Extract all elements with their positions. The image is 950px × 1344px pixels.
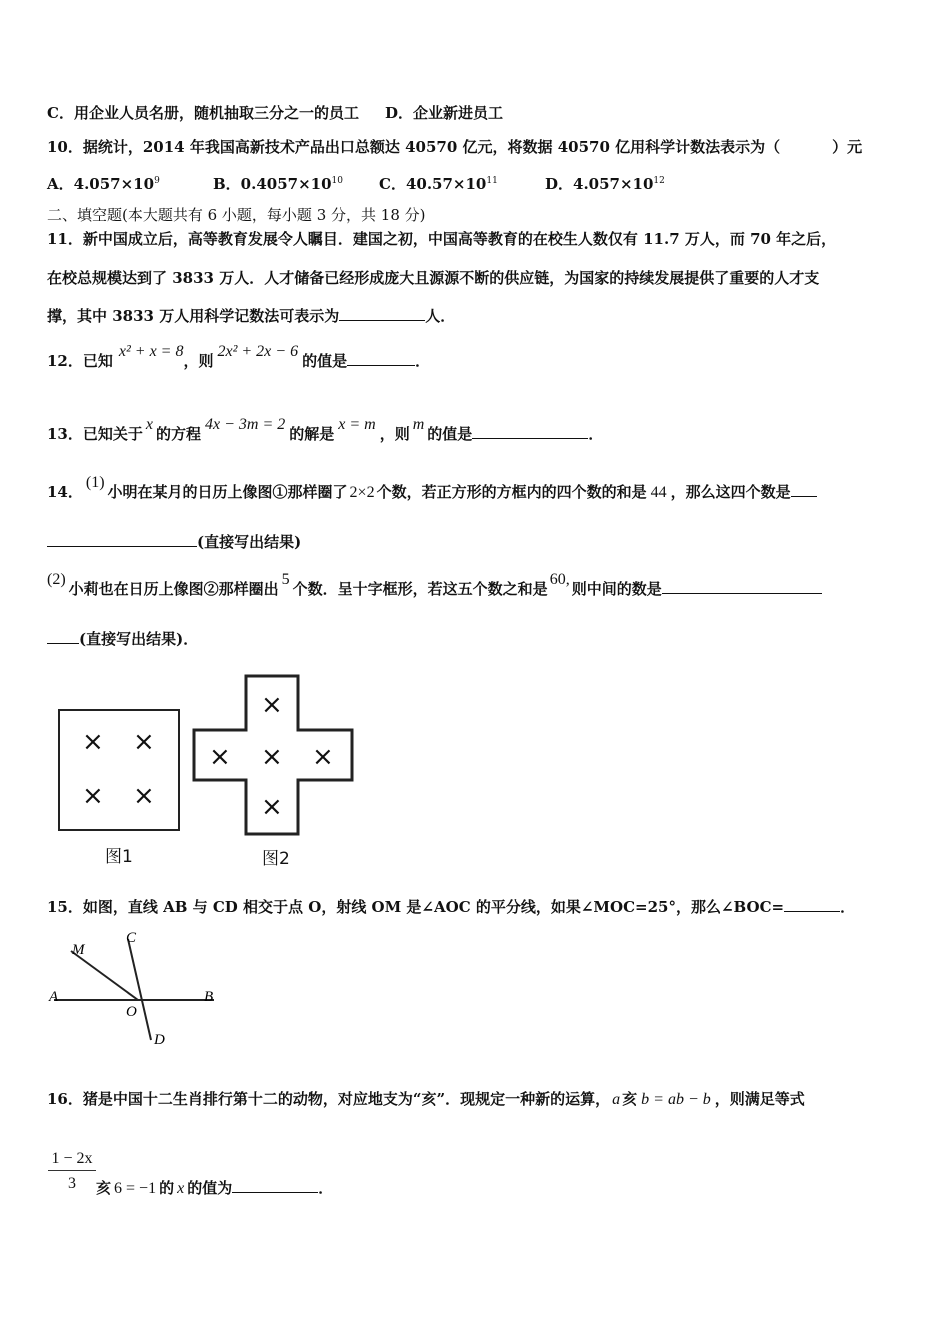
label-o: O [126,1004,137,1020]
cross-mark: × [133,727,155,757]
q13-question: 13．已知关于x的方程4x − 3m = 2的解是x = m，则m的值是 ． [47,416,604,443]
label-b: B [204,989,214,1005]
q10-text: 10．据统计，2014 年我国高新技术产品出口总额达 40570 亿元，将数据 40570 亿用科学计数法表示为（ [47,138,781,156]
q13-solution: x = m [338,416,376,433]
cross-mark: × [82,781,104,811]
cross-mark: × [261,742,283,772]
q9-option-d: D．企业新进员工 [384,104,503,122]
q15-angle-diagram [44,926,234,1056]
q15-question: 15．如图，直线 AB 与 CD 相交于点 O，射线 OM 是∠AOC 的平分线，如果∠MOC=25°，那么∠BOC= ． [47,898,856,916]
q10-question [47,137,862,157]
q10-option-a: A．$4.057\times 10^9$ [47,175,160,193]
cross-mark: × [261,792,283,822]
q13-answer-blank[interactable] [472,423,588,439]
q14-part1-blank-a[interactable] [791,481,817,497]
q16-answer-blank[interactable] [232,1177,318,1193]
label-m: M [72,942,85,958]
figure-1-square [58,709,180,831]
q10-option-d: D．$4.057\times 10^{12}$ [545,175,665,193]
q11-line3: 撑，其中 3833 万人用科学记数法可表示为 人． [47,307,456,325]
label-a: A [49,989,59,1005]
q11-line1: 11．新中国成立后，高等教育发展令人瞩目．建国之初，中国高等教育的在校生人数仅有 11.7 万人，而 70 年之后， [47,230,837,248]
q15-answer-blank[interactable] [784,896,840,912]
q9-option-c: C．用企业人员名册，随机抽取三分之一的员工 [47,104,359,122]
label-c: C [126,930,137,946]
q13-equation: 4x − 3m = 2 [205,416,286,433]
q16-fraction: $\frac{1 - 2x}{3}$ [48,1150,96,1193]
q14-part1: 14．(1)小明在某月的日历上像图①那样圈了 2×2 个数，若正方形的方框内的四个数的和是 44 ，那么这四个数是 [47,481,817,503]
section-heading: 二、填空题(本大题共有 6 小题，每小题 3 分，共 18 分) [47,206,426,224]
figure-1-label: 图1 [105,847,133,867]
cross-mark: × [133,781,155,811]
q12-answer-blank[interactable] [347,350,415,366]
cross-mark: × [82,727,104,757]
q14-part1-blank-b[interactable] [47,531,197,547]
q14-part2-cont: (直接写出结果)． [47,628,198,649]
figure-2-label: 图2 [262,849,290,869]
cross-mark: × [209,742,231,772]
q16-equation-line: 亥 6 = −1 的 x 的值为 ． [96,1179,334,1197]
q10-option-c: C．$40.57\times 10^{11}$ [379,175,498,193]
label-d: D [154,1032,165,1048]
q14-part2-blank-a[interactable] [662,578,822,594]
q10-tail: ）元 [832,138,863,156]
q14-part1-cont: (直接写出结果) [47,531,301,552]
q16-question: 16．猪是中国十二生肖排行第十二的动物，对应地支为“亥”．现规定一种新的运算， a 亥 b = ab − b ，则满足等式 [47,1090,805,1108]
q16-operation-def: b = ab − b [641,1091,711,1108]
q14-part2-blank-b[interactable] [47,628,79,644]
q12-equation-1: x² + x = 8 [118,343,184,360]
q12-question: 12．已知x² + x = 8，则2x² + 2x − 6的值是 ． [47,343,431,370]
cross-mark: × [312,742,334,772]
q11-line2: 在校总规模达到了 3833 万人．人才储备已经形成庞大且源源不断的供应链，为国家的持续发展提供了重要的人才支 [47,269,820,287]
cross-mark: × [261,690,283,720]
q14-part2: (2)小莉也在日历上像图②那样圈出5个数．呈十字框形，若这五个数之和是60,则中间的数是 [47,578,822,600]
q10-options [47,171,665,194]
q9-options [47,103,503,123]
q11-answer-blank[interactable] [339,305,425,321]
q10-option-b: B．$0.4057\times 10^{10}$ [213,175,343,193]
q12-expression: 2x² + 2x − 6 [217,343,299,360]
